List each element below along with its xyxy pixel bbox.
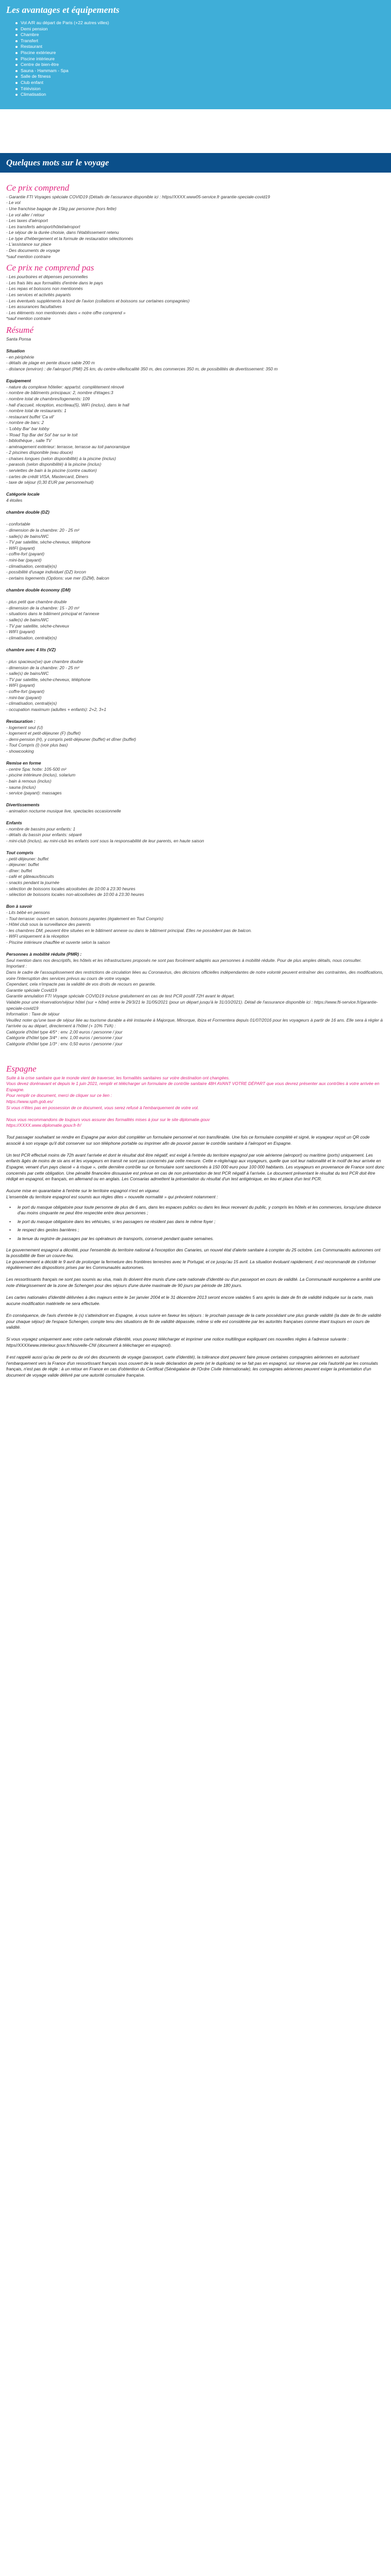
detail-line: Catégorie d'hôtel type 1/3* : env. 0,50 euros / personne / jour	[6, 1041, 123, 1047]
blank-line	[6, 504, 385, 510]
text-line: - Des documents de voyage	[6, 248, 60, 253]
detail-line: - WIFI (payant)	[6, 545, 35, 551]
detail-heading: Enfants	[6, 820, 22, 826]
text-line: - Les éventuels suppléments à bord de l'avion (collations et boissons sur certaines compagnies)	[6, 298, 190, 303]
blank-line	[6, 594, 385, 600]
detail-line: Garantie annulation FTI Voyage spéciale COVID19 incluse gratuitement en cas de test PCR positif 72H avant le départ.	[6, 993, 235, 999]
detail-line: - chaises longues (selon disponibilité) à la piscine (inclus)	[6, 455, 116, 461]
bullet-item	[6, 1227, 385, 1233]
blank-line	[6, 1182, 385, 1189]
detail-line: - café et gâteaux/biscuits	[6, 874, 54, 879]
bullet-dot: •	[9, 1227, 11, 1233]
detail-line: - sélection de boissons locales non-alcoolisées de 10:00 à 23:30 heures	[6, 892, 144, 897]
detail-line: - Hôtel club sous la surveillance des parents	[6, 922, 91, 927]
bullet-text: le respect des gestes barrières ;	[18, 1227, 79, 1233]
detail-heading: Remise en forme	[6, 760, 41, 766]
detail-line: - Lits bébé en pensons	[6, 910, 50, 915]
equipment-item: Climatisation	[21, 92, 385, 98]
detail-line: - mini-bar (payant)	[6, 557, 42, 563]
espagne-bullets	[6, 1205, 385, 1242]
detail-line: - en périphérie	[6, 354, 35, 360]
blank-line	[6, 1271, 385, 1277]
blank-line	[6, 1111, 385, 1117]
detail-heading: chambre double économy (DM)	[6, 587, 71, 592]
detail-line: - 'Lobby Bar' bar lobby	[6, 426, 50, 431]
text-line: Suite à la crise sanitaire que le monde vient de traverser, les formalités sanitaires sur votre destination ont changées.	[6, 1075, 230, 1080]
detail-line: - nature du complexe hôtelier: appartst. complètement rénové	[6, 384, 124, 389]
detail-line: Seul mention dans nos descriptifs, les hôtels et les infrastructures proposés ne sont pas forcément adaptés aux personnes à mobilité réduite. Pour de plus amples détails, nous consulter.	[6, 957, 362, 963]
detail-line: - demi-pension (H), y compris petit-déjeuner (buffet) et dîner (buffet)	[6, 736, 136, 742]
detail-heading: Divertissements	[6, 802, 40, 808]
bullet-item	[6, 1236, 385, 1242]
prix-pas-title: Ce prix ne comprend pas	[6, 263, 94, 273]
main-content	[0, 173, 391, 1047]
detail-line: - dîner: buffet	[6, 868, 32, 873]
detail-line: - dimension de la chambre: 15 - 20 m²	[6, 605, 79, 611]
espagne-section	[0, 1064, 391, 1379]
detail-line: - salle(s) de bains/WC	[6, 617, 49, 622]
blank-line	[6, 755, 385, 761]
detail-heading: chambre double (DZ)	[6, 510, 50, 515]
detail-line: - cartes de crédit VISA, Mastercard, Diners	[6, 473, 89, 479]
text-line: *sauf mention contraire	[6, 253, 51, 259]
espagne-notice	[6, 1075, 385, 1129]
detail-line: Dans le cadre de l'assouplissement des restrictions de circulation liées au Coronavirus, des décisions officielles indépendantes de notre volonté peuvent entraîner des contraintes, des modifications, voire l'interruption des services prévus au cours de votre voyage.	[6, 969, 384, 981]
detail-line: - dimension de la chambre: 20 - 25 m²	[6, 665, 79, 670]
prix-comprend-list	[6, 194, 385, 260]
detail-line: Catégorie d'hôtel type 3/4* : env. 1,00 euros / personne / jour	[6, 1035, 123, 1041]
detail-heading: Personnes à mobilité réduite (PMR) :	[6, 952, 82, 957]
detail-line: - climatisation, central(e)s)	[6, 563, 57, 569]
blank-line	[6, 343, 385, 349]
text-line: - Les services et activités payants	[6, 292, 71, 298]
detail-line: - nombre de bars: 2	[6, 420, 44, 426]
detail-line: - service (payant): massages	[6, 790, 62, 796]
resume-title: Résumé	[6, 325, 34, 335]
detail-line: - mini-bar (payant)	[6, 694, 42, 700]
blank-line	[6, 641, 385, 647]
prix-comprend-title: Ce prix comprend	[6, 182, 70, 193]
text-line: Si vous n'êtes pas en possession de ce document, vous serez refusé à l'embarquement de votre vol.	[6, 1105, 199, 1110]
detail-heading: Bon à savoir	[6, 904, 32, 909]
detail-line: - restaurant buffet 'Ca vil'	[6, 414, 54, 419]
detail-line: Veuillez noter qu'une taxe de séjour liée au tourisme durable a été instaurée à Majorque, Minorque, Ibiza et Formentera depuis 01/07/2016 pour les voyageurs à partir de 16 ans. Elle sera à régler à l'arrivée ou au départ, directement à l'hôtel (+ 10% TVA) :	[6, 1017, 383, 1029]
detail-line: - hall d'accueil, réception, escriteau(5), WiFi (inclus), dans le hall	[6, 402, 129, 408]
text-line: - Une franchise bagage de 15kg par personne (hors fette)	[6, 206, 117, 211]
text-line: - Les assurances facultatives	[6, 304, 62, 310]
detail-line: - coffre-fort (payant)	[6, 689, 45, 694]
text-line: Le gouvernement espagnol a décrété, pour l'ensemble du territoire national à l'exception des Canaries, un nouvel état d'alerte sanitaire à compter du 25 octobre. Les Communautés autonomes ont la possibilité de fixer un couvre-feu.	[6, 1247, 381, 1259]
detail-line: Information : Taxe de séjour	[6, 1011, 60, 1017]
detail-line: - détails du bassin pour enfants: séparé	[6, 832, 82, 838]
blank-line	[6, 796, 385, 803]
equipment-item: Restaurant	[21, 44, 385, 50]
text-line: - Les repas et boissons non mentionnés	[6, 286, 83, 292]
detail-heading: Restauration :	[6, 719, 36, 724]
quelques-title: Quelques mots sur le voyage	[0, 153, 391, 173]
detail-line: - logement et petit-déjeuner (F) (buffet)	[6, 731, 81, 736]
blank-line	[6, 486, 385, 492]
detail-line: - possibilité d'usage individuel (DZ) lorcon	[6, 569, 86, 575]
equipment-item: Centre de bien-être	[21, 62, 385, 68]
spacer	[0, 1047, 391, 1061]
detail-line: - Tout Compris (l) (voir plus bas)	[6, 742, 68, 748]
text-line: - Garantie FTI Voyages spéciale COVID19 (Détails de l'assurance disponible ici : https//XXXX.www05-service.fr garantie-speciale-covid19	[6, 194, 270, 199]
detail-line: Catégorie d'hôtel type 4/5* : env. 2,00 euros / personne / jour	[6, 1029, 123, 1035]
text-line: Il est rappelé aussi qu'au de perte ou de vol des documents de voyage (passeport, carte d'identité), la tolérance dont peuvent faire preuve certaines compagnies aériennes en autorisant l'embarquement vers la France d'un ressortissant français sous couvert de la seule déclaration de perte (et le duplicata) ne se fait pas en espagnol, sur réserve par cela l'autorité par les consulats français, n'est pas de règle : à un retour en France en cas d'obtention du Certificat (Sénégalaise de l'Ordre Civile Internationale), les compagnies aériennes peuvent exiger la présentation d'un document de voyage valide délivré par une autorité consulaire française.	[6, 1354, 378, 1378]
blank-line	[6, 372, 385, 379]
espagne-info	[6, 1134, 385, 1200]
detail-line: - WIFI (payant)	[6, 629, 35, 635]
equipment-item: Piscine intérieure	[21, 56, 385, 62]
text-line: Vous devez dorénavant et depuis le 1 juin 2021, remplir et télécharger un formulaire de contrôle sanitaire 48H AVANT VOTRE DÉPART que vous devrez présenter aux contrôles à votre arrivée en Espagne.	[6, 1081, 380, 1092]
detail-line: - salle(s) de bains/WC	[6, 533, 49, 539]
bullet-text: la tenue du registre de passages par les opérateurs de transports, conservé pendant quatre semaines.	[18, 1235, 214, 1241]
detail-line: - TV par satellite, sèche-cheveux, téléphone	[6, 676, 91, 682]
blank-line	[6, 713, 385, 719]
detail-line: - TV par satellite, sèche-cheveux, téléphone	[6, 539, 91, 545]
equipment-item: Vol A/R au départ de Paris (+22 autres villes)	[21, 20, 385, 26]
text-line: - L'assistance sur place	[6, 242, 52, 247]
blank-line	[6, 653, 385, 659]
text-line: En conséquence, de l'avis d'entrée le (s) s'atteindront en Espagne, à vous suivre en faveur les séjours : le prochain passage de la carte possédant une plus grande validité (la date de fin de validité pour chaque séjour) de l'espace Schengen, compte tenu des situations de fin de validité dépassée, même si elle est considérée par les autorités françaises comme étant toujours en cours de validité.	[6, 1313, 381, 1330]
equipments-list-container	[0, 20, 391, 109]
equipment-item: Télévision	[21, 86, 385, 92]
text-line: Le gouvernement a décidé le 9 avril de prolonger la fermeture des frontières terrestres avec le Portugal, et ce jusqu'au 15 avril. La situation évoluant rapidement, il est recommandé de s'informer régulièrement des dispositions prises par les Communautés autonomes.	[6, 1259, 376, 1270]
detail-line: - occupation maximum (adultes + enfants): 2+2, 3+1	[6, 706, 106, 712]
espagne-title: Espagne	[6, 1063, 37, 1074]
detail-line: - 'Road Top Bar del Sol' bar sur le toit	[6, 432, 78, 437]
equipments-section	[0, 0, 391, 109]
text-line: Un test PCR effectué moins de 72h avant l'arrivée et dont le résultat doit être négatif, est exigé à l'entrée du territoire espagnol par voie aérienne (aéroport) ou maritime (ports) uniquement. Les enfants âgés de moins de six ans et les voyageurs en transit ne sont pas concernés par cette mesure. Cette e-règle/rapp aux voyageurs, quelle que soit leur nationalité et le motif de leur arrivée en Espagne, venant d'un pays classé « à risque », cette dernière contrôle sur ce formulaire sont sanctionnés à 150 000 euro pour 100 000 habitants. Les voyageurs en provenance de France sont donc concernés par cette obligation. Une pénalité financière dissuasive est prévue en cas de non présentation de test PCR négatif à l'arrivée. Le document présentant le résultat du test PCR doit être rédigé en espagnol, en français, en allemand ou en anglais. Les Consarias admettent la présentation du résultat d'un test antigénique, en lieu et place d'un test PCR.	[6, 1152, 385, 1182]
text-line: - Les frais liés aux formalités d'entrée dans le pays	[6, 280, 103, 285]
equipment-item: Piscine extérieure	[21, 50, 385, 56]
bullet-dot: •	[9, 1235, 11, 1241]
text-line: Pour remplir ce document, merci de cliquer sur ce lien :	[6, 1093, 112, 1098]
text-line: L'ensemble du territoire espagnol est soumis aux règles dites « nouvelle normalité » qui prévoient notamment :	[6, 1194, 218, 1199]
detail-line: - climatisation, central(e)s)	[6, 701, 57, 706]
text-line: Les cartes nationales d'identité délivrées à des majeurs entre le 1er janvier 2004 et le 31 décembre 2013 seront encore valables 5 ans après la date de fin de validité indiquée sur la carte, mais aucune modification matérielle ne sera effectuée.	[6, 1295, 373, 1306]
resume-list	[6, 336, 385, 343]
bullet-item	[6, 1219, 385, 1225]
equipment-item: Transfert	[21, 38, 385, 44]
detail-line: - piscine intérieure (inclus), solarium	[6, 772, 76, 778]
detail-heading: Equipement	[6, 378, 31, 384]
bullet-dot: •	[9, 1218, 11, 1224]
detail-line: - Tout-terrasse: ouvert en saison, boissons payantes (également en Tout Compris)	[6, 916, 164, 921]
details-blocks	[6, 343, 385, 1047]
detail-line: - plus petit que chambre double	[6, 599, 67, 605]
detail-line: Valable pour une réservation/séjour hôtel (sur + hôtel) entre le 29/3/21 le 31/05/2021 (pour un départ jusqu'à le 31/10/2021). Détail de l'assurance disponible ici : https://www.fti-service.fr/garantie-speciale-covid19	[6, 999, 378, 1011]
detail-line: - climatisation, central(e)s)	[6, 635, 57, 640]
detail-line: - distance (environ) : de l'aéroport (PMI) 25 km, du centre-ville/localité 350 m, des commerces 350 m, de possibilités de divertissement: 350 m	[6, 366, 278, 371]
detail-line: - sélection de boissons locales alcoolisées de 10:00 à 23:30 heures	[6, 886, 136, 891]
equipment-item: Chambre	[21, 32, 385, 38]
detail-line: - petit-déjeuner: buffet	[6, 856, 48, 861]
spacer	[0, 109, 391, 153]
prix-pas-list	[6, 274, 385, 322]
detail-line: - nombre total de restaurants: 1	[6, 408, 67, 414]
blank-line	[6, 581, 385, 587]
detail-line: - TV par satellite, sèche-cheveux	[6, 623, 69, 629]
bullet-item	[6, 1205, 385, 1216]
detail-line: - bain à remous (inclus)	[6, 778, 52, 784]
text-line: Santa Ponsa	[6, 336, 31, 342]
detail-line: - nombre total de chambres/logements: 109	[6, 396, 90, 401]
blank-line	[6, 1289, 385, 1295]
text-line: - Les pourboires et dépenses personnelles	[6, 274, 88, 280]
detail-line: - plus spacieux(se) que chambre double	[6, 659, 83, 665]
detail-line: - salle(s) de bains/WC	[6, 671, 49, 676]
equipment-item: Club enfant	[21, 80, 385, 86]
text-line: *sauf mention contraire	[6, 316, 51, 321]
bullet-dot: •	[9, 1204, 11, 1210]
detail-line: - nombre de bâtiments principaux: 2, nombre d'étages:3	[6, 390, 113, 396]
detail-heading: chambre avec 4 lits (VZ)	[6, 647, 56, 652]
detail-line: - dimension de la chambre: 20 - 25 m²	[6, 528, 79, 533]
blank-line	[6, 1146, 385, 1153]
blank-line	[6, 844, 385, 850]
detail-heading: Catégorie locale	[6, 492, 40, 497]
detail-line: - 2 piscines disponible (eau douce)	[6, 450, 73, 455]
detail-line: - showcooking	[6, 748, 34, 754]
text-line: Aucune mise en quarantaine à l'entrée sur le territoire espagnol n'est en vigueur.	[6, 1188, 160, 1194]
text-line: - Le type d'hébergement et la formule de restauration sélectionnés	[6, 235, 134, 241]
detail-line: - animation nocturne musique live, spectacles occasionnelle	[6, 808, 121, 814]
detail-line: - WIFI (payant)	[6, 683, 35, 688]
detail-line: - parasols (selon disponibilité) à la piscine (inclus)	[6, 462, 102, 467]
blank-line	[6, 815, 385, 821]
detail-line: - snacks pendant la journée	[6, 880, 59, 886]
equipment-item: Demi pension	[21, 26, 385, 32]
blank-line	[6, 898, 385, 904]
detail-line: - taxe de séjour (0,30 EUR par personne/nuit)	[6, 480, 94, 485]
detail-line: 4 étoiles	[6, 498, 23, 503]
blank-line	[6, 1331, 385, 1337]
espagne-after	[6, 1247, 385, 1379]
text-line: https://XXXX.www.diplomatie.gouv.fr-fr/	[6, 1123, 82, 1128]
text-line: - Les transferts aéroport/hôtel/aéroport	[6, 224, 80, 229]
detail-line: - nombre de bassins pour enfants: 1	[6, 826, 76, 832]
blank-line	[6, 1349, 385, 1355]
text-line: Si vous voyagez uniquement avec votre carte nationale d'identité, vous pouvez télécharger et imprimer une notice multilingue expliquant ces nouvelles règles à l'adresse suivante : https//XXXXwww.interieur.gouv.fr/Nouvelle-CNI (document à télécharger en espagnol).	[6, 1336, 349, 1348]
detail-line: - bibliothèque , salle TV	[6, 438, 52, 444]
text-line: Les ressortissants français ne sont pas soumis au visa, mais ils doivent être munis d'une carte nationale d'identité ou d'un passeport en cours de validité. La Communauté européenne a arrêté une note d'élargissement de la zone de Schengen pour des séjours d'une durée maximale de 90 jours par période de 180 jours.	[6, 1277, 381, 1289]
detail-line: - logement seul (U)	[6, 724, 43, 730]
detail-line: - confortable	[6, 521, 30, 527]
detail-line: - mini-club (inclus), au mini-club les enfants sont sous la responsabilité de leur parents, en haute saison	[6, 838, 204, 843]
detail-line: - situations dans le bâtiment principal et l'annexe	[6, 611, 100, 617]
text-line: https://www.spth.gob.es/	[6, 1099, 53, 1105]
bullet-text: le port du masque obligatoire pour toute personne de plus de 6 ans, dans les espaces publics ou dans les lieux recevant du public, y compris les hôtels et les commerces, lorsqu'une distance d'au moins cinquante ne peut être respectée entre deux personnes ;	[18, 1204, 381, 1216]
detail-line: - déjeuner: buffet	[6, 862, 39, 868]
bullet-text: le port du masque obligatoire dans les véhicules, si les passagers ne résident pas dans le même foyer ;	[18, 1218, 216, 1224]
blank-line	[6, 1307, 385, 1313]
detail-line: - coffre-fort (payant)	[6, 551, 45, 557]
detail-line: - les chambres DM, peuvent être situées en le bâtiment annexe ou dans le bâtiment principal. Elles ne possèdent pas de balcon.	[6, 927, 252, 933]
text-line: - Le vol	[6, 200, 21, 206]
text-line: - Les taxes d'aéroport	[6, 218, 48, 224]
detail-line: Cependant, cela n'impacte pas la validité de vos droits de recours en garantie.	[6, 981, 156, 987]
equipment-item: Salle de fitness	[21, 74, 385, 80]
detail-line: - serviettes de bain à la piscine (contre caution)	[6, 468, 97, 473]
text-line: - Les éléments non mentionnés dans « notre offre comprend »	[6, 310, 126, 315]
detail-line: - sauna (inclus)	[6, 784, 36, 790]
blank-line	[6, 946, 385, 952]
detail-line: - centre Spa: hotte: 105-500 m²	[6, 766, 67, 772]
detail-line: - Piscine intérieure chauffée et ouverte selon la saison	[6, 939, 110, 945]
equipments-list	[6, 20, 385, 98]
text-line: - Le séjour de la durée choisie, dans l'établissement retenu	[6, 230, 119, 235]
detail-line: Important :	[6, 963, 27, 969]
equipments-title: Les avantages et équipements	[0, 0, 391, 20]
text-line: Nous vous recommandons de toujours vous assurer des formalités mises à jour sur le site diplomatie.gouv	[6, 1116, 210, 1122]
detail-line: - certains logements (Options: vue mer (DZM), balcon	[6, 575, 109, 581]
text-line: - Le vol aller / retour	[6, 212, 45, 217]
detail-line: - WIFI uniquement à la réception	[6, 934, 69, 939]
detail-heading: Tout compris	[6, 850, 34, 856]
equipment-item: Sauna - Hammam - Spa	[21, 68, 385, 74]
detail-heading: Situation	[6, 348, 25, 354]
detail-line: - détails de plage en pente douce sable 200 m	[6, 360, 95, 366]
detail-line: - aménagement extérieur: terrasse, terrasse au toit panoramique	[6, 444, 130, 449]
detail-line: Garantie spéciale Covid19	[6, 987, 57, 993]
text-line: Tout passager souhaitant se rendre en Espagne par avion doit compléter un formulaire personnel et non transférable. Une fois ce formulaire complété et signé, le voyageur reçoit un QR code associé à son voyage qu'il doit conserver sur son téléphone portable ou imprimer afin de pouvoir passer le contrôle sanitaire à l'aéroport en Espagne.	[6, 1134, 370, 1146]
blank-line	[6, 516, 385, 522]
